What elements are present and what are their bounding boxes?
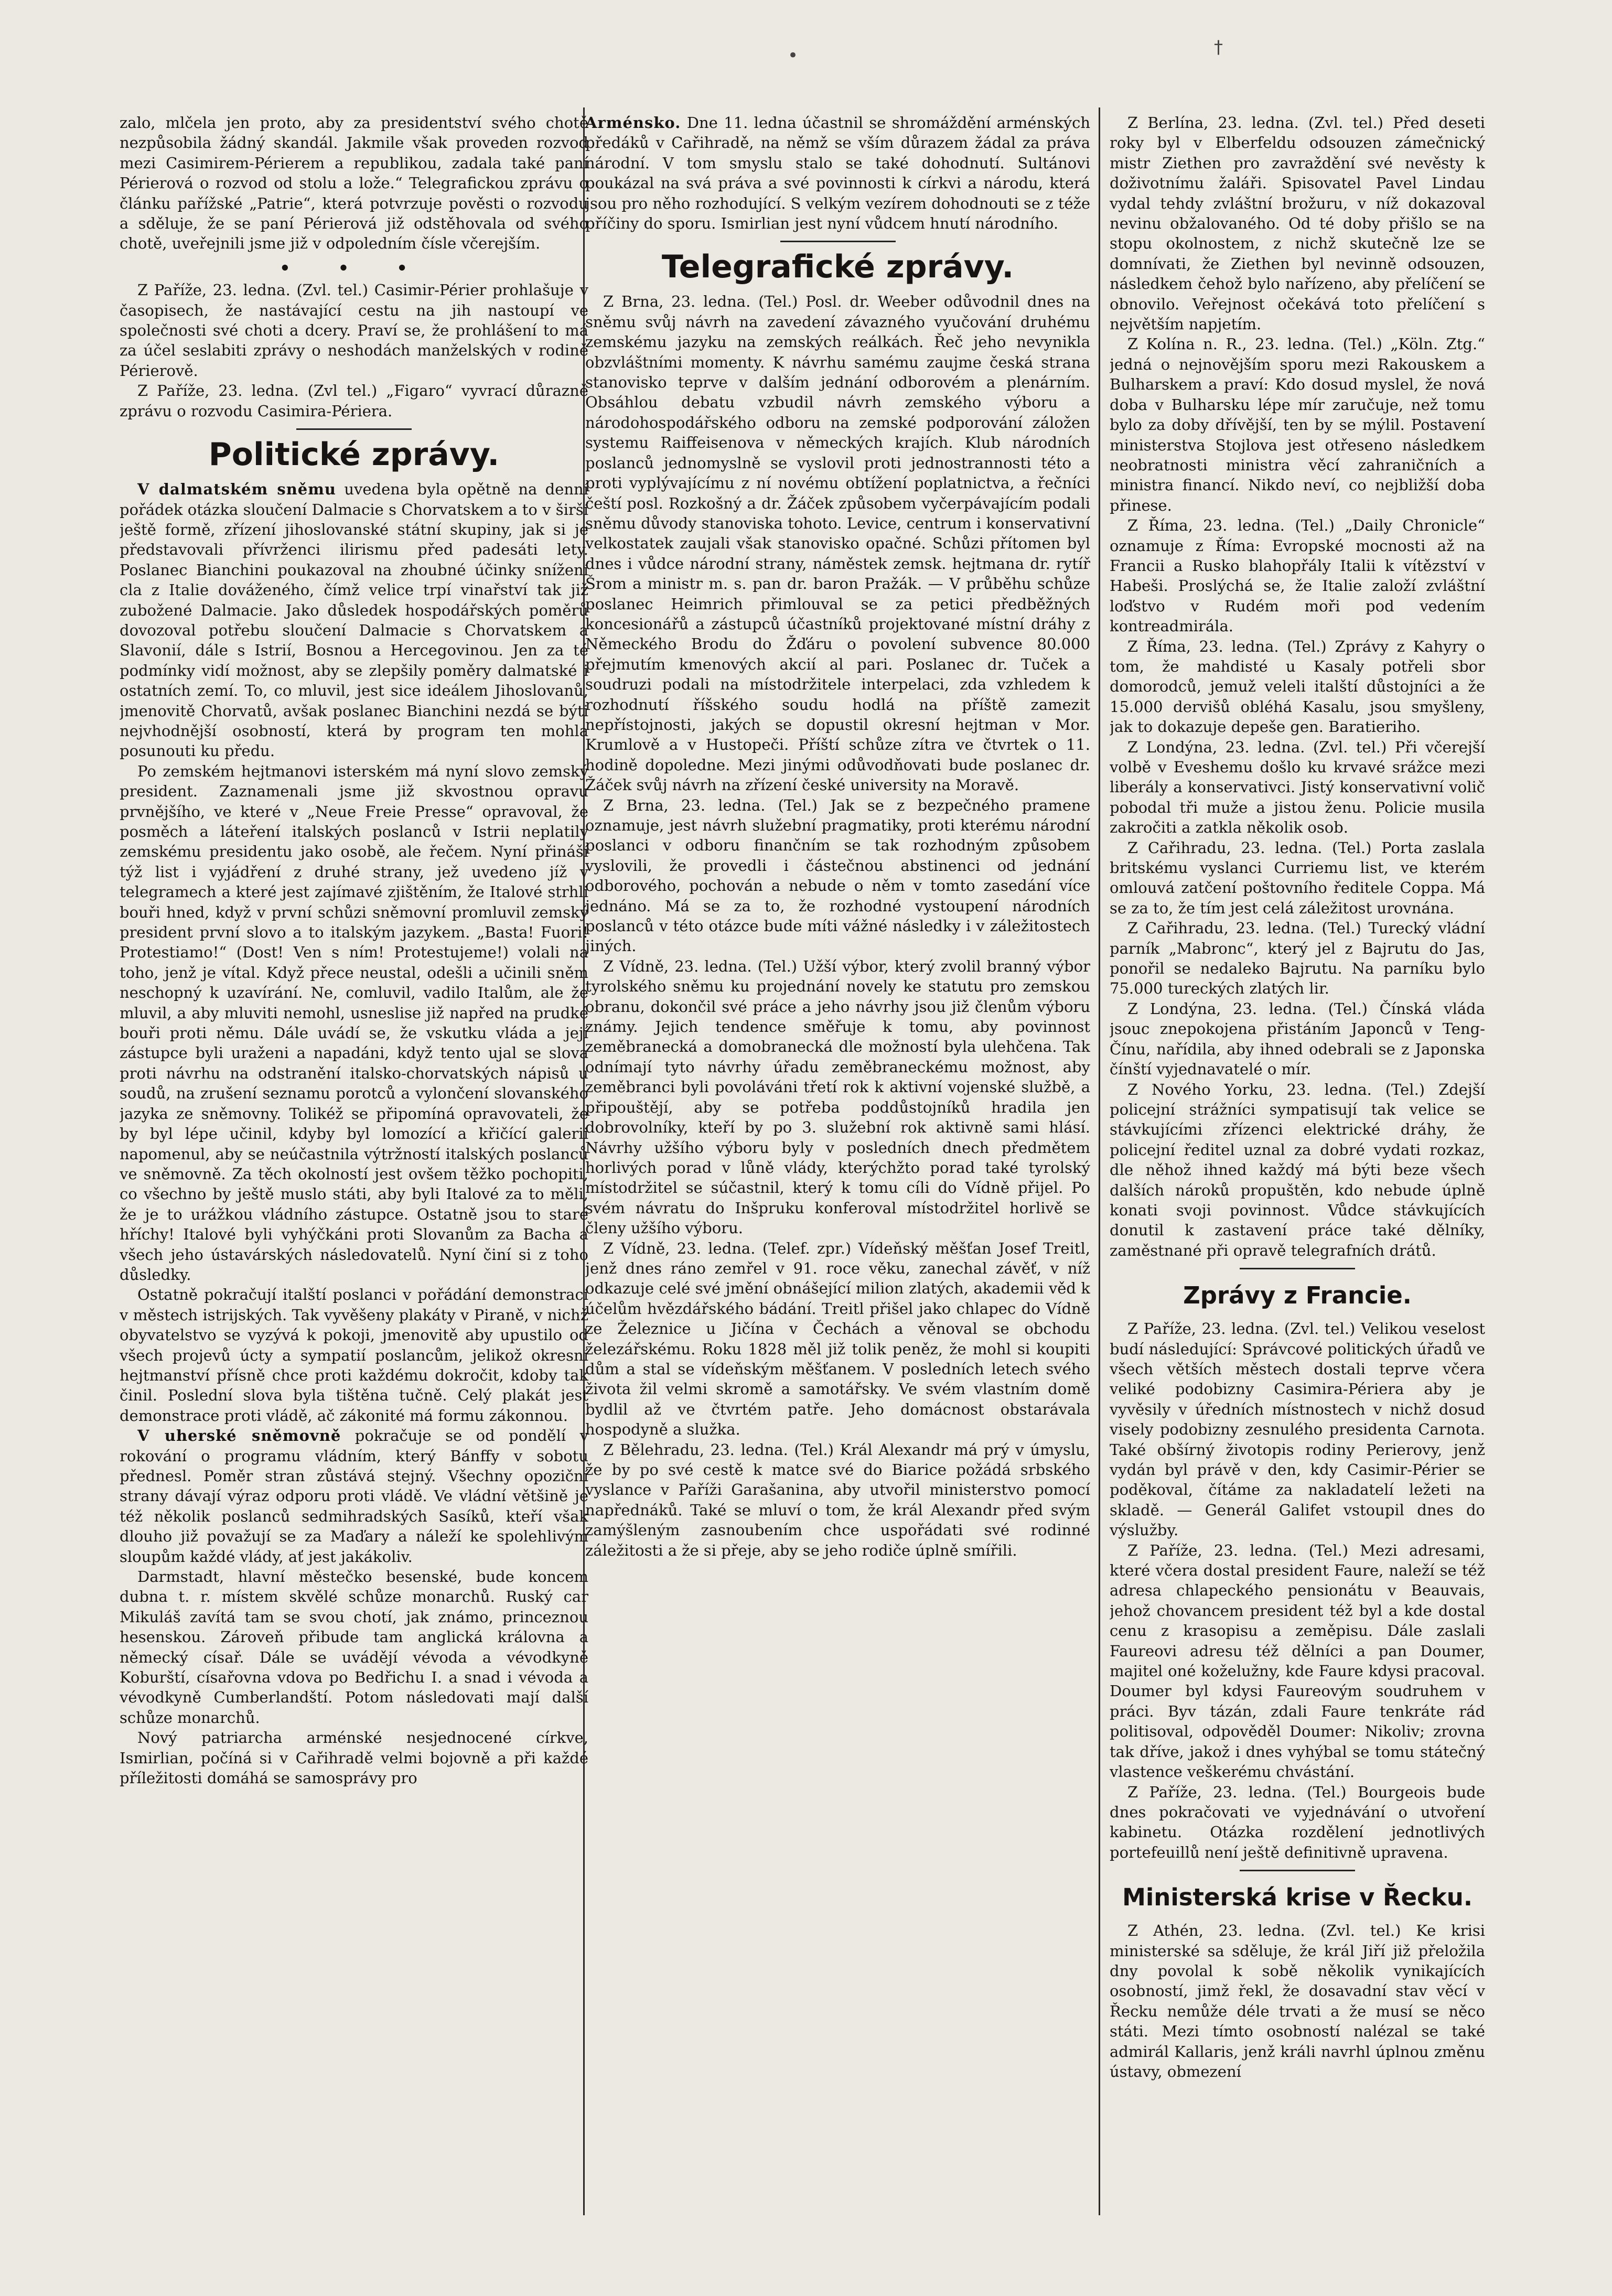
article-paragraph: Z Cařihradu, 23. ledna. (Tel.) Turecký vládní parník „Mabronc“, který jel z Bajrutu do Jas, ponořil se nedaleko Bajrutu. Na parníku bylo 75.000 tureckých zlatých lir. — [1110, 919, 1485, 998]
article-paragraph: V dalmatském sněmu uvedena byla opětně na denní pořádek otázka sloučení Dalmacie s Chorvatskem a to v širší ještě formě, zřízení jihoslovanské státní skupiny, jak si je představovali přívrženci ilirismu před padesáti lety. Poslanec Bianchini poukazoval na zhoubné účinky snížení cla z Italie dováženého, čímž velice trpí vinařství tak již zubožené Dalmacie. Jako důsledek hospodářských poměrů dovozoval potřebu sloučení Dalmacie s Chorvatskem a Slavonií, dále s Istrií, Bosnou a Hercegovinou. Jen za té podmínky vidí možnost, aby se zlepšily poměry dalmatské i ostatních zemí. To, co mluvil, jest sice ideálem Jihoslovanů, jmenovitě Chorvatů, avšak poslanec Bianchini nezdá se býti nejvhodnější osobností, která by program ten mohla posunouti ku předu. — [120, 480, 588, 760]
article-paragraph: Arménsko. Dne 11. ledna účastnil se shromáždění arménských předáků v Cařihradě, na němž se vším důrazem žádal za práva národní. V tom smyslu stalo se také dohodnutí. Sultánovi poukázal na svá práva a své povinnosti k církvi a národu, která jsou pro něho rozhodující. S velkým vezírem dohodnouti se z téže příčiny do sporu. Ismirlian jest nyní vůdcem hnutí národního. — [585, 114, 1090, 233]
column-rule-2 — [1099, 107, 1100, 2215]
divider — [1240, 1870, 1355, 1871]
article-paragraph: Darmstadt, hlavní městečko besenské, bude koncem dubna t. r. místem skvělé schůze monarchů. Ruský car Mikuláš zavítá tam se svou chotí, jak známo, princeznou hesenskou. Zároveň přibude tam anglická královna a německý císař. Dále se uvádějí vévoda a vévodkyně Koburští, císařovna vdova po Bedřichu I. a snad i vévoda a vévodkyně Cumberlandští. Potom následovati mají další schůze monarchů. — [120, 1568, 588, 1727]
divider — [1240, 1268, 1355, 1269]
article-paragraph: Z Říma, 23. ledna. (Tel.) „Daily Chronicle“ oznamuje z Říma: Evropské mocnosti až na Francii a Rusko blahopřály Italii k vítězství v Habeši. Proslýchá se, že Italie založí zvláštní loďstvo v Rudém moři pod vedením kontreadmirála. — [1110, 516, 1485, 635]
article-paragraph: Z Nového Yorku, 23. ledna. (Tel.) Zdejší policejní strážníci sympatisují tak velice se stávkujícími zřízenci elektrické dráhy, že policejní ředitel uznal za dobré vydati rozkaz, dle něhož ihned každý má býti beze všech dalších nároků propuštěn, kdo nebude úplně konati svoji povinnost. Vůdce stávkujících donutil k zastavení práce také dělníky, zaměstnané při opravě telegrafních drátů. — [1110, 1080, 1485, 1259]
article-paragraph: zalo, mlčela jen proto, aby za presidentství svého chotě nezpůsobila žádný skandál. Jakmile však proveden rozvod mezi Casimirem-Périerem a republikou, zadala také paní Périerová o rozvod od stolu a lože.“ Telegrafickou zprávu o článku pařížské „Patrie“, která potvrzuje pověsti o rozvodu a sděluje, že se paní Périerová již odstěhovala od svého chotě, uveřejnili jsme již v odpoledním čísle včerejším. — [120, 114, 588, 253]
article-paragraph: Po zemském hejtmanovi isterském má nyní slovo zemský president. Zaznamenali jsme již skvostnou opravu prvnějšího, ve které v „Neue Freie Presse“ opravoval, že posměch a láteření italských poslanců v Istrii neplatily zemskému presidentu jako osobě, ale řečem. Nyní přináší týž list i vyjádření z druhé strany, jež uvedeno jíž v telegramech a které jest zajímavé zjištěním, že Italové strhli bouři hned, když v první schůzi sněmovní promluvil zemský president první slovo a to italským jazykem. „Basta! Fuori! Protestiamo!“ (Dost! Ven s ním! Protestujeme!) volali na toho, jenž je vítal. Když přece neustal, odešli a učinili sněm neschopný k uzavírání. Ne, comluvil, vadilo Italům, ale že mluvil, a aby mluviti nemohl, usneslise již napřed na prudké bouři proti němu. Dále uvádí se, že vskutku vláda a její zástupce byli uraženi a napadáni, když tento ujal se slova proti návrhu na odstranění italsko-chorvatských nápisů u soudů, na zrušení seznamu porotců a vylončení slovanského jazyka ze sněmovny. Tolikéž se připomíná opravovateli, že by byl lépe učinil, kdyby byl lomozící a křičící galerii napomenul, aby se neúčastnila výtržností italských poslanců ve sněmovně. Za těch okolností jest ovšem těžko pochopiti, co všechno by ještě muslo státi, aby byli Italové za to měli, že je to urážkou vládního zástupce. Ostatně jsou to staré hříchy! Italové byli vyhýčkáni proti Slovanům za Bacha a všech jeho ústavárských následovatelů. Nyní činí si z toho důsledky. — [120, 762, 588, 1284]
section-heading-politicke-zpravy: Politické zprávy. — [208, 436, 500, 473]
article-paragraph: Z Paříže, 23. ledna. (Zvl. tel.) Casimir-Périer prohlašuje v časopisech, že nastávající cestu na jih nastoupí ve společnosti své choti a dcery. Praví se, že prohlášení to má za účel seslabiti zprávy o neshodách manželských v rodině Périerově. — [120, 281, 588, 380]
article-paragraph: Z Londýna, 23. ledna. (Zvl. tel.) Při včerejší volbě v Eveshemu došlo ku krvavé srážce mezi liberály a konservativci. Jistý konservativní volič pobodal tři muže a jistou ženu. Policie musila zakročiti a zatkla několik osob. — [1110, 738, 1485, 837]
page-mark-2: † — [1214, 37, 1223, 58]
column-right — [1110, 113, 1485, 2205]
separator-dots: • • • — [280, 257, 428, 278]
article-paragraph: Z Říma, 23. ledna. (Tel.) Zprávy z Kahyry o tom, že mahdisté u Kasaly potřeli sbor domorodců, jemuž veleli italští důstojníci a že 15.000 dervišů obléhá Kasalu, jsou smyšleny, jak to dokazuje depeše gen. Baratieriho. — [1110, 637, 1485, 736]
lead-phrase: V dalmatském sněmu — [137, 480, 337, 499]
article-paragraph: Z Brna, 23. ledna. (Tel.) Posl. dr. Weeber odůvodnil dnes na sněmu svůj návrh na zavedení závazného vyučování druhému zemskému jazyku na zemských reálkách. Řeč jeho nevynikla obzvláštními momenty. K návrhu samému zaujme česká strana stanovisko teprve v dalším jednání odborovém a plenárním. Obsáhlou debatu vzbudil návrh zemského výboru a národohospodářského odboru na zemské podporování záložen systemu Raiffeisenova v německých krajích. Klub národních poslanců jednomyslně se vyslovil proti jednostrannosti této a proti vyplývajícímu z ní novému obtížení poplatnictva, a řečníci čeští posl. Rozkošný a dr. Žáček způsobem vyčerpávajícím podali sněmu důvody stanoviska tohoto. Levice, centrum i konservativní velkostatek zaujali však stanovisko opačné. Schůzi přítomen byl dnes i vůdce národní strany, náměstek zemsk. hejtmana dr. rytíř Šrom a ministr m. s. pan dr. baron Pražák. — V průběhu schůze poslanec Heimrich přimlouval se za petici předběžných koncesionářů a zástupců účastníků projektované místní dráhy z Německého Brodu do Žďáru o povolení subvence 80.000 přejmutím kmenových akcií al pari. Poslanec dr. Tuček a soudruzi podali na místodržitele interpelaci, zda vzhledem k rozhodnutí říšského soudu hodlá na příště zamezit nepřístojnosti, jakých se dopustil okresní hejtman v Mor. Krumlově a v Hustopeči. Příští schůze zítra ve čtvrtek o 11. hodině dopoledne. Mezi jinými odůvodňovati bude poslanec dr. Žáček svůj návrh na zřízení české university na Moravě. — [585, 293, 1090, 794]
article-paragraph: Z Paříže, 23. ledna. (Tel.) Mezi adresami, které včera dostal president Faure, naleží se též adresa chlapeckého pensionátu v Beauvais, jehož chovancem president též byl a kde dostal cenu z krasopisu a zeměpisu. Dále zaslali Faureovi adresu též dělníci a pan Doumer, majitel oné koželužny, kde Faure kdysi pracoval. Doumer byl kdysi Faureovým soudruhem v práci. Byv tázán, zdali Faure tenkráte rád politisoval, odpověděl Doumer: Nikoliv; zrovna tak dříve, jakož i dnes vyhýbal se tomu státečný vlastence veškerému chvástání. — [1110, 1541, 1485, 1781]
page-mark: • — [788, 45, 799, 66]
article-paragraph: Z Kolína n. R., 23. ledna. (Tel.) „Köln. Ztg.“ jedná o nejnovějším sporu mezi Rakouskem a Bulharskem a praví: Kdo dosud myslel, že nová doba v Bulharsku lépe mír zaručuje, než tomu bylo za doby dřívější, ten by se mýlil. Postavení ministerstva Stojlova jest otřeseno následkem neobratnosti ministra věcí zahraničních a ministra financí. Nikdo neví, co nejbližší doba přinese. — [1110, 335, 1485, 514]
divider — [780, 241, 896, 242]
section-heading-zpravy-z-francie: Zprávy z Francie. — [1183, 1281, 1412, 1310]
article-paragraph: Z Athén, 23. ledna. (Zvl. tel.) Ke krisi ministerské sa sděluje, že král Jiří již přeložila dny povolal k sobě několik vynikajících osobností, jimž řekl, že dosavadní stav věcí v Řecku nemůže déle trvati a že musí se něco státi. Mezi tímto osobností nalézal se také admirál Kallaris, jenž králi navrhl úplnou změnu ústavy, obmezení — [1110, 1922, 1485, 2081]
column-left — [120, 113, 588, 2205]
lead-phrase: V uherské sněmovně — [137, 1427, 341, 1445]
article-paragraph: Z Bělehradu, 23. ledna. (Tel.) Král Alexandr má prý v úmyslu, že by po své cestě k matce své do Biarice požádá srbského vyslance v Paříži Garašanina, aby utvořil ministerstvo pomocí napřednáků. Také se mluví o tom, že král Alexandr před svým zamýšleným zasnoubením chce uspořádati své rodinné záležitosti a že si přeje, aby se jeho rodiče úplně smířili. — [585, 1440, 1090, 1559]
lead-phrase: Arménsko. — [585, 114, 681, 132]
article-paragraph: Z Cařihradu, 23. ledna. (Tel.) Porta zaslala britskému vyslanci Curriemu list, ve kterém omlouvá zatčení poštovního ředitele Coppa. Má se za to, že tím jest celá záležitost urovnána. — [1110, 838, 1485, 917]
article-paragraph: Z Vídně, 23. ledna. (Tel.) Užší výbor, který zvolil branný výbor tyrolského sněmu ku projednání novely ke statutu pro zemskou obranu, dokončil své práce a jeho návrhy jsou již členům výboru známy. Jejich tendence směřuje k tomu, aby povinnost zeměbranecká a domobranecká dle možností byla ulehčena. Tak odnímají tyto návrhy úřadu zeměbraneckému možnost, aby zeměbranci byli povoláváni třetí rok k aktivní vojenské službě, a připouštějí, aby se potřeba poddůstojníků hradila jen dobrovolníky, kteří by po 3. služební rok aktivně sami hlásí. Návrhy užšího výboru byly v posledních dnech předmětem horlivých porad v lůně vlády, kterýchžto porad také tyrolský místodržitel se súčastnil, který k tomu cíli do Vídně přijel. Po svém návratu do Inšpruku konferoval místodržitel horlivě se členy užšího výboru. — [585, 957, 1090, 1237]
article-paragraph: Z Berlína, 23. ledna. (Zvl. tel.) Před deseti roky byl v Elberfeldu odsouzen zámečnický mistr Ziethen pro zavraždění své nevěsty k doživotnímu žaláři. Spisovatel Pavel Lindau vydal tehdy zvláštní brožuru, v níž dokazoval nevinu obžalovaného. Od té doby přišlo se na stopu okolnostem, z nichž skutečně lze se domnívati, že Ziethen byl nevinně odsouzen, následkem čehož bylo nařízeno, aby přelíčení se obnovilo. Veřejnost očekává toto přelíčení s největším napjetím. — [1110, 114, 1485, 333]
divider — [296, 428, 412, 430]
column-middle — [585, 113, 1090, 2205]
section-heading-telegraficke-zpravy: Telegrafické zprávy. — [661, 249, 1014, 286]
article-paragraph: Z Brna, 23. ledna. (Tel.) Jak se z bezpečného pramene oznamuje, jest návrh služební pragmatiky, proti kterému národní poslanci v odboru finančním se tak rozhodným způsobem vyslovili, že provedli i částečnou abstinenci od jednání odborového, pochován a nebude o něm v tomto zasedání více jednáno. Má se za to, že rozhodné vystoupení národních poslanců v této otázce bude míti vážné následky i v záležitostech jiných. — [585, 796, 1090, 955]
article-paragraph: Z Londýna, 23. ledna. (Tel.) Čínská vláda jsouc znepokojena přistáním Japonců v Teng-Čínu, nařídila, aby ihned odebrali se z Japonska čínští vyjednavatelé o mír. — [1110, 999, 1485, 1079]
article-paragraph: V uherské sněmovně pokračuje se od pondělí v rokování o programu vládním, který Bánffy v sobotu přednesl. Poměr stran zůstává stejný. Všechny opoziční strany dávají výraz odporu proti vládě. Ve vládní většině je též několik poslanců sedmihradských Sasíků, kteří však dlouho již považují se za Maďary a náleží ke spolehlivým sloupům každé vlády, ať jest jakákoliv. — [120, 1427, 588, 1566]
article-paragraph: Z Paříže, 23. ledna. (Tel.) Bourgeois bude dnes pokračovati ve vyjednávání o utvoření kabinetu. Otázka rozdělení jednotlivých portefeuillů není ještě definitivně upravena. — [1110, 1783, 1485, 1861]
article-paragraph: Z Paříže, 23. ledna. (Zvl tel.) „Figaro“ vyvrací důrazně zprávu o rozvodu Casimira-Périera. — [120, 382, 588, 420]
article-paragraph: Ostatně pokračují italští poslanci v pořádání demonstrací v městech istrijských. Tak vyvěšeny plakáty v Piraně, v nichž obyvatelstvo se vyzývá k pokoji, jmenovitě aby upustilo od všech projevů úcty a sympatií poslancům, jelikož okresní hejtmanství přísně chce proti každému dokročit, kdoby tak činil. Poslední slova byla tištěna tučně. Celý plakát jest demonstrace proti vládě, ač zákonité má formu zákonnou. — [120, 1286, 588, 1425]
section-heading-ministerska-krise: Ministerská krise v Řecku. — [1122, 1883, 1473, 1912]
article-paragraph: Z Paříže, 23. ledna. (Zvl. tel.) Velikou veselost budí následující: Správcové politických úřadů ve všech větších městech dostali teprve včera veliké podobizny Casimira-Périera aby je vyvěsily v úředních místnostech v nichž dosud visely podobizny zesnulého presidenta Carnota. Také obšírný životopis rodiny Perierovy, jenž vydán byl právě v den, kdy Casimir-Périer se poděkoval, čítáme za nakladatelí ležeti na skladě. — Generál Galifet vstoupil dnes do výslužby. — [1110, 1320, 1485, 1539]
article-paragraph: Z Vídně, 23. ledna. (Telef. zpr.) Vídeňský měšťan Josef Treitl, jenž dnes ráno zemřel v 91. roce věku, zanechal závěť, v níž odkazuje celé své jmění obnášející milion zlatých, akademii věd k účelům hvězdářského bádání. Treitl přišel jako chlapec do Vídně ze Železnice u Jičína v Čechách a věnoval se obchodu železářskému. Roku 1828 měl již tolik peněz, že mohl si koupiti dům a stal se vídeňským měšťanem. V posledních letech svého života žil velmi skromě a samotářsky. Ve svém vlastním domě bydlil až ve čtvrtém patře. Jeho domácnost obstarávala hospodyně a služka. — [585, 1239, 1090, 1439]
article-paragraph: Nový patriarcha arménské nesjednocené církve, Ismirlian, počíná si v Cařihradě velmi bojovně a při každé příležitosti domáhá se samosprávy pro — [120, 1729, 588, 1787]
